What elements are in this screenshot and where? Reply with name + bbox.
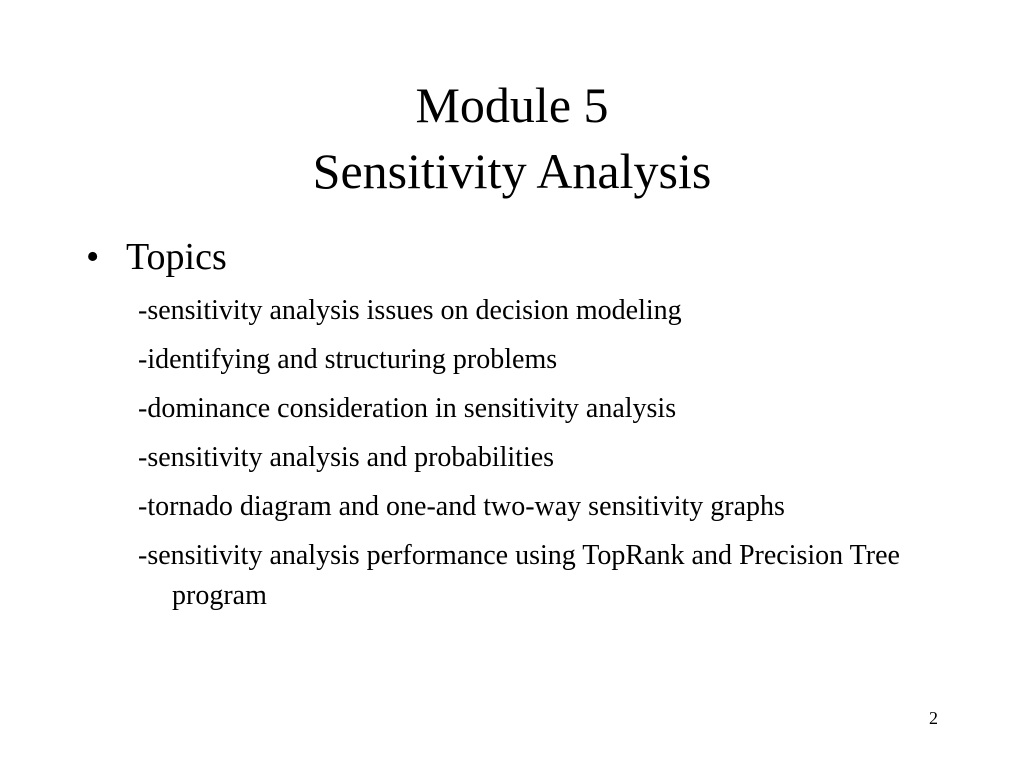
title-line-1: Module 5 — [415, 77, 609, 133]
topic-item: -tornado diagram and one-and two-way sensitivity graphs — [138, 491, 785, 522]
topics-bullet — [86, 232, 227, 282]
topics-heading: Topics — [126, 236, 227, 278]
topic-item: -dominance consideration in sensitivity analysis — [138, 393, 677, 424]
topic-item: -sensitivity analysis issues on decision modeling — [138, 295, 682, 326]
topic-item: -sensitivity analysis and probabilities — [138, 442, 555, 473]
title-line-2: Sensitivity Analysis — [312, 143, 712, 199]
page-number: 2 — [929, 708, 938, 728]
topic-item: -sensitivity analysis performance using TopRank and Precision Tree program — [138, 540, 900, 611]
slide-title — [0, 72, 1024, 204]
topic-list — [138, 291, 958, 625]
bullet-icon: • — [86, 236, 100, 278]
topic-item: -identifying and structuring problems — [138, 344, 558, 375]
